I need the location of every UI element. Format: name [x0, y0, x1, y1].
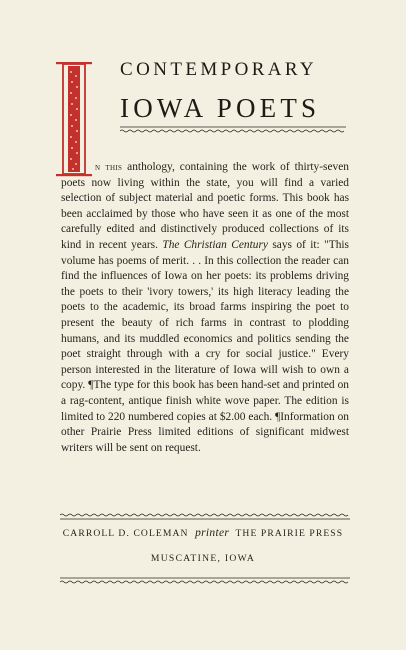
body-text-part-1: anthology, containing the work of thirty-seven poets now living within the state, you will find a varied selection of subject material and poetic forms. This book has been acclaimed by those who have seen it as one of the most carefully edited and distinctively produced collections of its kind in recent years.: [61, 161, 349, 251]
printer-name: CARROLL D. COLEMAN: [62, 528, 189, 539]
press-location: MUSCATINE, IOWA: [150, 553, 256, 564]
printer-role: printer: [195, 527, 230, 539]
press-name: THE PRAIRIE PRESS: [235, 528, 344, 539]
body-paragraph: [61, 160, 349, 456]
title-wavy-rule: [120, 126, 346, 134]
lead-in-small-caps: n this: [95, 162, 123, 173]
footer-top-rule: [60, 513, 350, 521]
publication-title: The Christian Century: [162, 238, 268, 251]
title-line-2: IOWA POETS: [120, 93, 321, 123]
imprint-line: [0, 527, 406, 539]
title-line-1: CONTEMPORARY: [120, 59, 318, 80]
body-text-part-2: says of it: "This volume has poems of merit. . . In this collection the reader can find the influences of Iowa on her poets: its problems driving the poets to their 'ivory towers,' its high literacy leading the poets to the academic, its broad farms inspiring the poet to present the beauty of rich farms in contrast to plodding humans, and its muddled economics and politics sending the poet straight through with a cry for social justice." Every person interested in the literature of Iowa will wish to own a copy. ¶The type for this book has been hand-set and printed on a rag-content, antique finish white wove paper. The edition is limited to 220 numbered copies at $2.00 each. ¶Information on other Prairie Press limited editions of significant midwest writers will be sent on request.: [61, 238, 349, 454]
footer-bottom-rule: [60, 576, 350, 584]
